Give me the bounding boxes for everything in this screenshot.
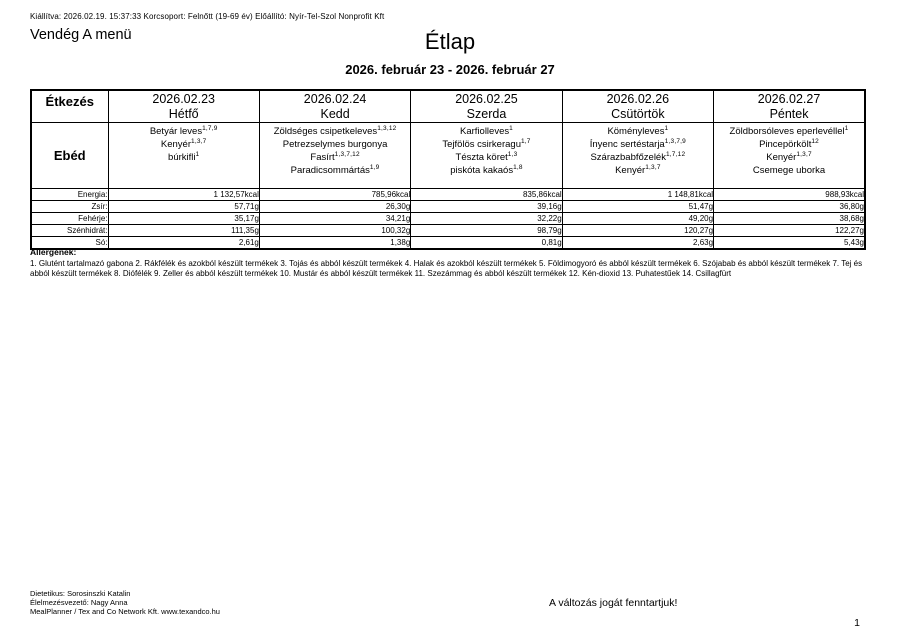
nutrition-value: 0,81g	[411, 237, 562, 249]
allergen-superscript: 1,3,7,9	[664, 137, 686, 145]
menu-cell	[714, 123, 865, 189]
day-column-header	[714, 90, 865, 123]
menu-item: Szárazbabfőzelék$^{1,7,12}$	[590, 150, 686, 163]
allergen-superscript: 12	[811, 137, 819, 145]
change-disclaimer: A változás jogát fenntartjuk!	[549, 597, 678, 609]
menu-name: Vendég A menü	[30, 27, 132, 43]
day-column-header	[259, 90, 410, 123]
nutrition-label: Zsír:	[31, 201, 108, 213]
nutrition-value: 39,16g	[411, 201, 562, 213]
allergens-heading: Allergének:	[30, 247, 77, 257]
nutrition-section	[31, 189, 865, 249]
day-name: Hétfő	[168, 107, 199, 121]
day-name: Péntek	[769, 107, 809, 121]
nutrition-value: 1 132,57kcal	[108, 189, 259, 201]
footer-credits	[30, 589, 220, 616]
nutrition-value: 2,61g	[108, 237, 259, 249]
nutrition-label: Energia:	[31, 189, 108, 201]
nutrition-label: Szénhidrát:	[31, 225, 108, 237]
catering-manager-line: Élelmezésvezető: Nagy Anna	[30, 598, 128, 607]
day-date: 2026.02.25	[455, 92, 518, 106]
nutrition-value: 1 148,81kcal	[562, 189, 713, 201]
nutrition-value: 122,27g	[714, 225, 865, 237]
nutrition-value: 38,68g	[714, 213, 865, 225]
allergen-superscript: 1,9	[369, 163, 380, 171]
dietitian-line: Dietetikus: Sorosinszki Katalin	[30, 589, 131, 598]
menu-item: Kenyér$^{1,3,7}$	[615, 163, 661, 176]
menu-item: Betyár leves$^{1,7,9}$	[149, 124, 218, 137]
allergens-legend-text: 1. Glutént tartalmazó gabona 2. Rákfélék és azokból készült termékek 3. Tojás és abból készült termékek 4. Halak és azokból készült termékek 5. Földimogyoró és abból készült termékek 6. Szójabab és abból készült termékek 7. Tej és abból készült termékek 8. Diófélék 9. Zeller és abból készült termékek 10. Mustár és abból készült termékek 11. Szezámmag és abból készült termékek 12. Kén-dioxid 13. Puhatestűek 14. Csillagfürt	[30, 259, 863, 278]
nutrition-value: 26,30g	[259, 201, 410, 213]
nutrition-row	[31, 213, 865, 225]
nutrition-row	[31, 225, 865, 237]
nutrition-value: 34,21g	[259, 213, 410, 225]
weekly-menu-table	[30, 89, 866, 250]
lunch-row	[31, 123, 865, 189]
nutrition-value: 35,17g	[108, 213, 259, 225]
allergen-superscript: 1	[844, 124, 849, 132]
menu-item: Tészta köret$^{1,3}$	[455, 150, 518, 163]
menu-item: Petrezselymes burgonya	[282, 139, 388, 150]
day-column-header	[562, 90, 713, 123]
nutrition-value: 988,93kcal	[714, 189, 865, 201]
allergen-superscript: 1,8	[513, 163, 523, 171]
allergen-superscript: 1,3,7,12	[334, 150, 360, 158]
meal-row-label: Ebéd	[31, 123, 108, 189]
nutrition-value: 5,43g	[714, 237, 865, 249]
menu-cell	[259, 123, 410, 189]
menu-item: Kenyér$^{1,3,7}$	[766, 150, 812, 163]
allergens-section	[30, 247, 868, 278]
table-header-row	[31, 90, 865, 123]
day-date: 2026.02.23	[152, 92, 215, 106]
day-date: 2026.02.24	[303, 92, 367, 106]
allergen-superscript: 1,7,9	[202, 124, 218, 132]
menu-item: Ínyenc sertéstarja$^{1,3,7,9}$	[589, 137, 686, 150]
menu-cell	[562, 123, 713, 189]
nutrition-label: Fehérje:	[31, 213, 108, 225]
day-date: 2026.02.26	[606, 92, 670, 106]
allergen-superscript: 1	[509, 124, 513, 132]
nutrition-row	[31, 201, 865, 213]
allergen-superscript: 1,3,7	[645, 163, 661, 171]
allergen-superscript: 1,3,12	[377, 124, 397, 132]
day-name: Kedd	[320, 107, 350, 121]
menu-item: Paradicsommártás$^{1,9}$	[290, 163, 380, 176]
nutrition-value: 49,20g	[562, 213, 713, 225]
menu-item: piskóta kakaós$^{1,8}$	[450, 163, 523, 176]
issued-info-line: Kiállítva: 2026.02.19. 15:37:33 Korcsoport: Felnőtt (19-69 év) Előállító: Nyír-Tel-Szol Nonprofit Kft	[30, 12, 385, 21]
allergen-superscript: 1,7,12	[665, 150, 686, 158]
allergen-superscript: 1	[195, 150, 200, 158]
menu-item: Kenyér$^{1,3,7}$	[160, 137, 207, 150]
menu-item: búrkifli$^1$	[168, 150, 200, 163]
day-column-header	[411, 90, 562, 123]
software-credit-line: MealPlanner / Tex and Co Network Kft. www.texandco.hu	[30, 607, 220, 616]
nutrition-value: 57,71g	[108, 201, 259, 213]
menu-item: Pincepörkölt$^{12}$	[759, 137, 819, 150]
allergen-superscript: 1	[664, 124, 669, 132]
nutrition-value: 2,63g	[562, 237, 713, 249]
day-name: Szerda	[466, 107, 507, 121]
nutrition-value: 32,22g	[411, 213, 562, 225]
menu-cell	[108, 123, 259, 189]
menu-cell	[411, 123, 562, 189]
nutrition-value: 111,35g	[108, 225, 259, 237]
menu-item: Köményleves$^1$	[607, 124, 669, 137]
menu-item: Zöldborsóleves eperlevéllel$^1$	[729, 124, 849, 137]
allergen-superscript: 1,3,7	[191, 137, 207, 145]
menu-item: Tejfölös csirkeragu$^{1,7}$	[442, 137, 531, 150]
meal-column-header: Étkezés	[31, 90, 108, 123]
allergen-superscript: 1,7	[520, 137, 531, 145]
nutrition-value: 100,32g	[259, 225, 410, 237]
day-column-header	[108, 90, 259, 123]
menu-item: Csemege uborka	[752, 165, 826, 176]
allergen-superscript: 1,3,7	[796, 150, 812, 158]
nutrition-value: 1,38g	[259, 237, 410, 249]
menu-item: Zöldséges csipetkeleves$^{1,3,12}$	[273, 124, 397, 137]
nutrition-value: 120,27g	[562, 225, 713, 237]
nutrition-value: 51,47g	[562, 201, 713, 213]
nutrition-value: 98,79g	[411, 225, 562, 237]
day-name: Csütörtök	[611, 107, 665, 121]
nutrition-row	[31, 189, 865, 201]
nutrition-value: 36,80g	[714, 201, 865, 213]
menu-item: Fasírt$^{1,3,7,12}$	[310, 150, 360, 163]
nutrition-label: Só:	[31, 237, 108, 249]
page-number: 1	[854, 617, 860, 629]
allergen-superscript: 1,3	[507, 150, 518, 158]
page-title: Étlap	[424, 29, 476, 54]
nutrition-value: 785,96kcal	[259, 189, 410, 201]
menu-item: Karfiolleves$^1$	[460, 124, 513, 137]
day-date: 2026.02.27	[757, 92, 821, 106]
date-range: 2026. február 23 - 2026. február 27	[345, 62, 555, 77]
nutrition-value: 835,86kcal	[411, 189, 562, 201]
